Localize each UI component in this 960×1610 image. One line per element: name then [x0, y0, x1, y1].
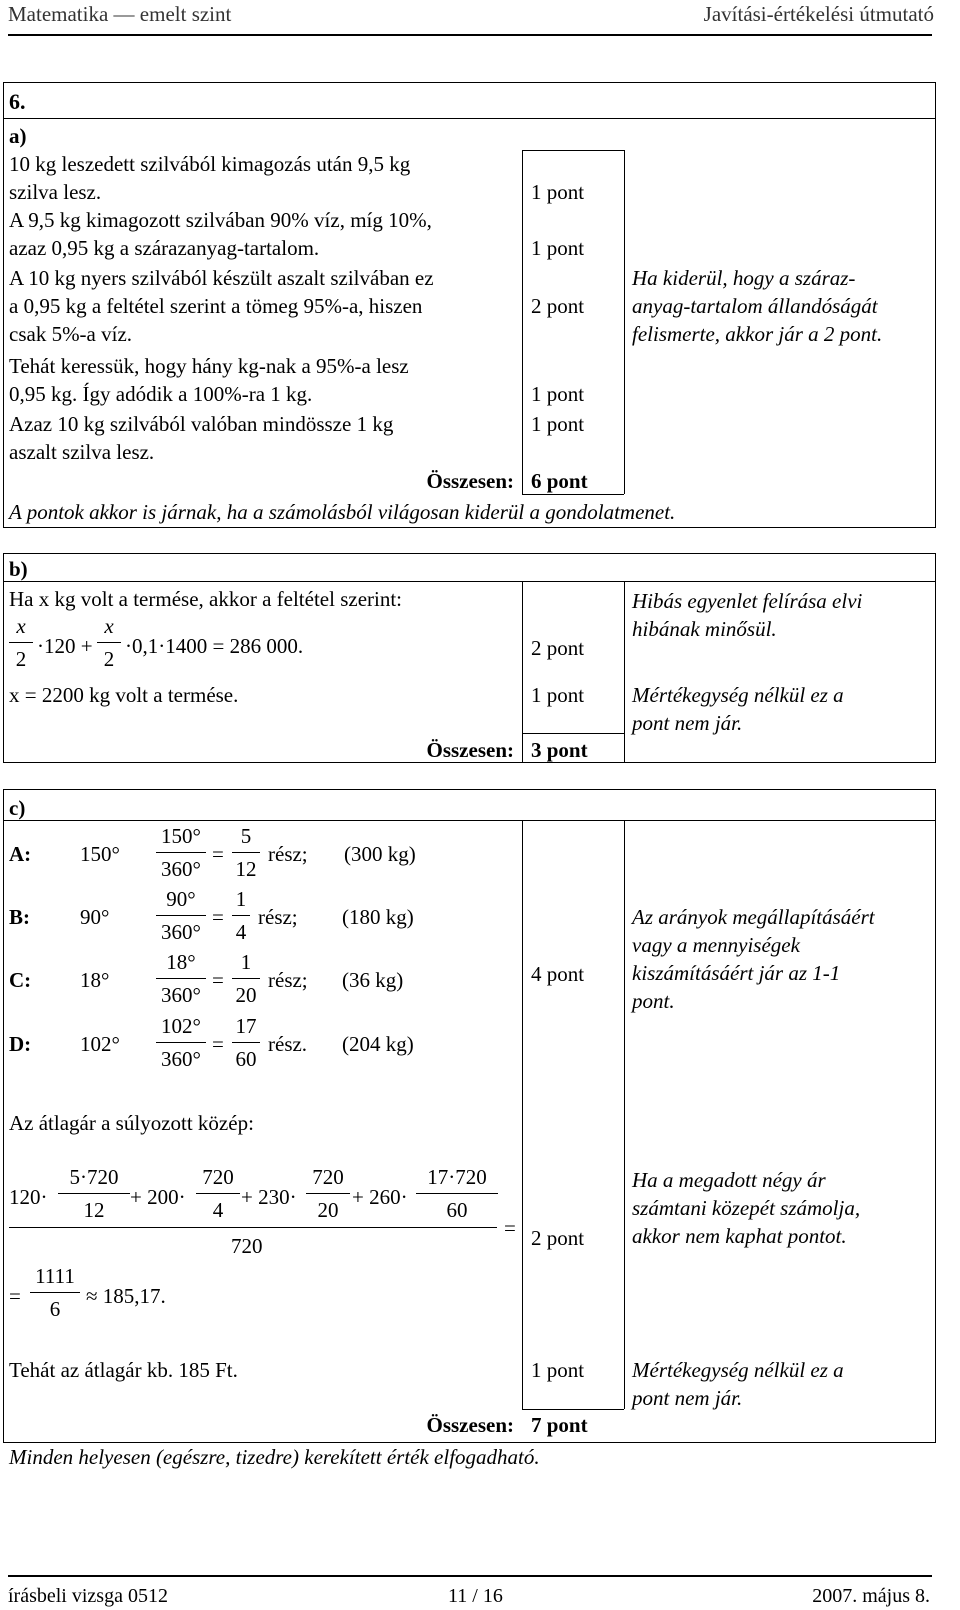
c-note3: Mértékegység nélkül ez a: [632, 1358, 844, 1382]
a-note: anyag-tartalom állandóságát: [632, 294, 878, 318]
b-points1: 2 pont: [531, 636, 585, 660]
section-a-points-top: [522, 150, 624, 151]
section-a-title-rule: [3, 118, 936, 119]
c-row-ratio: [232, 948, 260, 1009]
c-row-letter: D:: [9, 1032, 32, 1056]
a-line: szilva lesz.: [9, 180, 102, 204]
a-line: a 0,95 kg a feltétel szerint a tömeg 95%-a, hiszen: [9, 294, 423, 318]
b-note2: pont nem jár.: [632, 711, 743, 735]
b-fraction: [9, 612, 33, 673]
section-b-title-rule: [3, 581, 936, 582]
section-b-label: b): [9, 557, 28, 581]
formula-eq: =: [504, 1216, 516, 1240]
fraction-num: 1: [240, 950, 252, 974]
b-total-points: 3 pont: [531, 738, 588, 762]
fraction-den: 360°: [161, 983, 201, 1007]
c-note2: Ha a megadott négy ár: [632, 1168, 826, 1192]
formula-term: + 200·: [130, 1185, 186, 1209]
fraction-num: 720: [202, 1165, 234, 1189]
fraction-bar: [156, 915, 206, 916]
b-fraction-num: x: [104, 614, 114, 638]
fraction-num: 102°: [161, 1014, 201, 1038]
fraction-num: 1111: [35, 1264, 75, 1288]
formula-approx: ≈ 185,17.: [86, 1284, 166, 1308]
a-line: aszalt szilva lesz.: [9, 440, 155, 464]
fraction-bar: [416, 1193, 498, 1194]
header-right: Javítási-értékelési útmutató: [703, 2, 934, 26]
formula-term: 120·: [9, 1185, 48, 1209]
b-line2: x = 2200 kg volt a termése.: [9, 683, 239, 707]
formula-fraction: [58, 1163, 130, 1224]
fraction-den: 60: [235, 1047, 257, 1071]
fraction-num: 17·720: [427, 1165, 487, 1189]
fraction-bar: [306, 1193, 350, 1194]
c-note1: vagy a mennyiségek: [632, 933, 800, 957]
c-points2: 2 pont: [531, 1226, 585, 1250]
formula-term: + 230·: [241, 1185, 297, 1209]
c-row-angle: 150°: [80, 842, 120, 866]
c-row-eq: =: [212, 968, 224, 992]
formula-result-fraction: [30, 1262, 80, 1323]
fraction-bar: [156, 852, 206, 853]
c-line3: Tehát az átlagár kb. 185 Ft.: [9, 1358, 238, 1382]
a-line: azaz 0,95 kg a szárazanyag-tartalom.: [9, 236, 320, 260]
a-total-label: Összesen:: [426, 469, 514, 493]
section-a-label: a): [9, 124, 27, 148]
section-c-label: c): [9, 796, 26, 820]
c-row-angle: 102°: [80, 1032, 120, 1056]
a-line: csak 5%-a víz.: [9, 322, 133, 346]
fraction-bar: [232, 852, 260, 853]
section-a-divider-2: [624, 150, 625, 494]
c-row-fraction: [156, 822, 206, 883]
c-row-letter: B:: [9, 905, 30, 929]
a-points: 1 pont: [531, 180, 585, 204]
c-row-kg: (300 kg): [344, 842, 416, 866]
c-row-word: rész;: [268, 842, 308, 866]
formula-fraction: [196, 1163, 240, 1224]
c-note1: Az arányok megállapításáért: [632, 905, 875, 929]
fraction-bar: [232, 1042, 260, 1043]
fraction-bar: [196, 1193, 240, 1194]
fraction-bar: [97, 642, 121, 643]
section-c-divider-1: [522, 820, 523, 1409]
footer-center: 11 / 16: [448, 1585, 503, 1607]
c-row-word: rész.: [268, 1032, 308, 1056]
b-fraction: [97, 612, 121, 673]
fraction-num: 18°: [166, 950, 196, 974]
c-row-kg: (36 kg): [342, 968, 404, 992]
c-row-word: rész;: [268, 968, 308, 992]
section-a-divider-1: [522, 150, 523, 494]
a-note: felismerte, akkor jár a 2 pont.: [632, 322, 883, 346]
fraction-den: 4: [235, 920, 247, 944]
c-row-letter: C:: [9, 968, 32, 992]
c-row-eq: =: [212, 905, 224, 929]
task-number: 6.: [9, 89, 26, 114]
formula-result-eq: =: [9, 1284, 21, 1308]
a-line: Azaz 10 kg szilvából valóban mindössze 1 kg: [9, 412, 394, 436]
footer-rule: [8, 1575, 932, 1577]
fraction-bar: [232, 978, 260, 979]
a-line: Tehát keressük, hogy hány kg-nak a 95%-a lesz: [9, 354, 409, 378]
c-row-eq: =: [212, 1032, 224, 1056]
b-fraction-den: 2: [103, 647, 115, 671]
fraction-bar: [9, 642, 33, 643]
fraction-den: 4: [212, 1198, 224, 1222]
footer-left: írásbeli vizsga 0512: [8, 1585, 168, 1607]
b-note1: Hibás egyenlet felírása elvi: [632, 589, 863, 613]
c-total-points: 7 pont: [531, 1413, 588, 1437]
section-c-divider-2: [624, 820, 625, 1409]
fraction-num: 5·720: [69, 1165, 119, 1189]
fraction-den: 20: [235, 983, 257, 1007]
fraction-num: 1: [235, 887, 247, 911]
fraction-bar: [156, 1042, 206, 1043]
fraction-num: 5: [240, 824, 252, 848]
c-row-fraction: [156, 948, 206, 1009]
fraction-num: 17: [235, 1014, 257, 1038]
fraction-bar: [58, 1193, 130, 1194]
c-row-kg: (204 kg): [342, 1032, 414, 1056]
c-note3: pont nem jár.: [632, 1386, 743, 1410]
c-note2: akkor nem kaphat pontot.: [632, 1224, 847, 1248]
fraction-den: 20: [317, 1198, 339, 1222]
formula-main-bar: [9, 1227, 497, 1228]
c-row-ratio: [232, 1012, 260, 1073]
c-avg-line: Az átlagár a súlyozott közép:: [9, 1111, 254, 1135]
b-note1: hibának minősül.: [632, 617, 777, 641]
c-row-angle: 18°: [80, 968, 110, 992]
b-total-label: Összesen:: [426, 738, 514, 762]
c-row-fraction: [156, 885, 206, 946]
c-note1: kiszámításáért jár az 1-1: [632, 961, 841, 985]
c-row-ratio: [232, 885, 250, 946]
a-points: 1 pont: [531, 412, 585, 436]
fraction-bar: [30, 1292, 80, 1293]
c-note1: pont.: [632, 989, 675, 1013]
section-b-divider-2: [624, 581, 625, 763]
footer-right: 2007. május 8.: [812, 1585, 930, 1607]
a-points: 1 pont: [531, 382, 585, 406]
b-fraction-den: 2: [15, 647, 27, 671]
fraction-den: 12: [235, 857, 257, 881]
fraction-den: 360°: [161, 857, 201, 881]
section-c-title-rule: [3, 820, 936, 821]
header-rule: [8, 34, 932, 36]
fraction-bar: [156, 978, 206, 979]
c-footnote: Minden helyesen (egészre, tizedre) kerekített érték elfogadható.: [9, 1445, 540, 1469]
c-total-rule: [522, 1409, 624, 1410]
fraction-num: 720: [312, 1165, 344, 1189]
c-points3: 1 pont: [531, 1358, 585, 1382]
a-line: A 10 kg nyers szilvából készült aszalt szilvában ez: [9, 266, 434, 290]
a-points: 2 pont: [531, 294, 585, 318]
b-line1: Ha x kg volt a termése, akkor a feltétel szerint:: [9, 587, 403, 611]
b-total-rule: [522, 733, 624, 734]
fraction-den: 360°: [161, 1047, 201, 1071]
c-row-ratio: [232, 822, 260, 883]
a-total-points: 6 pont: [531, 469, 588, 493]
a-line: A 9,5 kg kimagozott szilvában 90% víz, míg 10%,: [9, 208, 432, 232]
fraction-den: 6: [49, 1297, 61, 1321]
a-line: 10 kg leszedett szilvából kimagozás után 9,5 kg: [9, 152, 411, 176]
fraction-num: 90°: [166, 887, 196, 911]
b-eq-mid2: ·0,1·1400 = 286 000.: [125, 634, 304, 658]
fraction-bar: [232, 915, 250, 916]
c-points1: 4 pont: [531, 962, 585, 986]
header-left: Matematika — emelt szint: [8, 2, 232, 26]
a-line: 0,95 kg. Így adódik a 100%-ra 1 kg.: [9, 382, 313, 406]
fraction-num: 150°: [161, 824, 201, 848]
a-footnote: A pontok akkor is járnak, ha a számolásból világosan kiderül a gondolatmenet.: [9, 500, 676, 524]
formula-fraction: [306, 1163, 350, 1224]
page-header: [0, 0, 960, 28]
a-points: 1 pont: [531, 236, 585, 260]
c-row-angle: 90°: [80, 905, 110, 929]
c-row-eq: =: [212, 842, 224, 866]
c-row-letter: A:: [9, 842, 32, 866]
section-b-divider-1: [522, 581, 523, 763]
b-note2: Mértékegység nélkül ez a: [632, 683, 844, 707]
c-note2: számtani közepét számolja,: [632, 1196, 861, 1220]
b-fraction-num: x: [16, 614, 26, 638]
b-points2: 1 pont: [531, 683, 585, 707]
formula-fraction: [416, 1163, 498, 1224]
c-total-label: Összesen:: [426, 1413, 514, 1437]
c-row-word: rész;: [258, 905, 298, 929]
page-footer: [0, 1582, 960, 1608]
formula-denominator: 720: [231, 1234, 263, 1258]
c-row-fraction: [156, 1012, 206, 1073]
c-row-kg: (180 kg): [342, 905, 414, 929]
a-note: Ha kiderül, hogy a száraz-: [632, 266, 856, 290]
fraction-den: 60: [446, 1198, 468, 1222]
formula-term: + 260·: [352, 1185, 408, 1209]
b-eq-mid1: ·120 +: [37, 634, 93, 658]
fraction-den: 360°: [161, 920, 201, 944]
fraction-den: 12: [83, 1198, 105, 1222]
